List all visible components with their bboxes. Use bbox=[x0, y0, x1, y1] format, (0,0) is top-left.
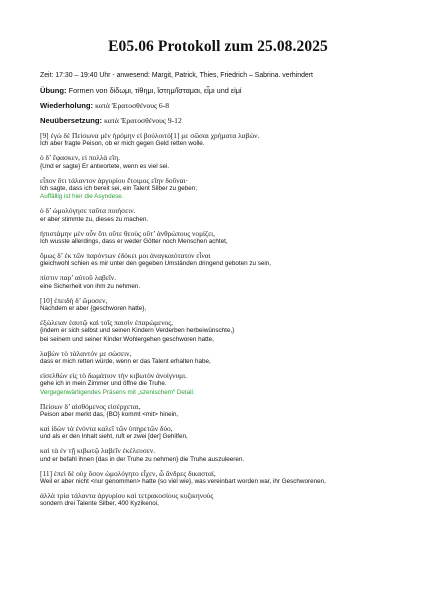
translation-line: Peison aber merkt das, {BO} kommt <mit> hinein, bbox=[40, 411, 179, 419]
neuuebersetzung-row bbox=[40, 116, 396, 126]
translation-block bbox=[40, 318, 396, 344]
commentary-note: Auffällig ist hier die Asyndese. bbox=[40, 193, 124, 201]
neuuebersetzung-text: κατὰ Ἐρατοσθένους 9-12 bbox=[104, 116, 182, 125]
greek-line: ἠπιστάμην μὲν οὖν ὅτι οὔτε θεοὺς οὔτ’ ἀνθρώπους νομίζει, bbox=[40, 228, 216, 238]
translation-line: bei seinem und seiner Kinder Wohlergehen geschworen hatte, bbox=[40, 335, 214, 343]
greek-line: καὶ ἰδὼν τὰ ἐνόντα καλεῖ τῶν ὑπηρετῶν δύο, bbox=[40, 423, 173, 433]
translation-line: gehe ich in mein Zimmer und öffne die Truhe. bbox=[40, 380, 167, 388]
greek-line: καὶ τὰ ἐν τῇ κιβωτῷ λαβεῖν ἐκέλευσεν. bbox=[40, 446, 156, 456]
translation-line: Ich aber fragte Peison, ob er mich gegen Geld retten wolle. bbox=[40, 140, 205, 148]
translation-block bbox=[40, 229, 396, 247]
greek-line: λαβών τὸ τάλαντόν με σώσειν, bbox=[40, 348, 132, 358]
translation-block bbox=[40, 371, 396, 397]
greek-line: εἶπον ὅτι τάλαντον ἀργυρίου ἕτοιμος εἴην δοῦναι· bbox=[40, 175, 188, 185]
translation-block bbox=[40, 251, 396, 269]
greek-line: ἐξώλειαν ἑαυτῷ καὶ τοῖς παισὶν ἐπαρώμενος, bbox=[40, 317, 174, 327]
translation-block bbox=[40, 176, 396, 202]
greek-line: ἀλλὰ τρία τάλαντα ἀργυρίου καὶ τετρακοσίους κυζικηνοὺς bbox=[40, 490, 214, 500]
translation-block bbox=[40, 469, 396, 487]
translation-block bbox=[40, 131, 396, 149]
translation-block bbox=[40, 273, 396, 291]
translation-line: dass er mich retten würde, wenn er das Talent erhalten habe, bbox=[40, 358, 211, 366]
greek-line: [11] ἐπεὶ δὲ οὐχ ὅσον ὡμολόγητο εἶχεν, ὦ ἄνδρες δικασταί, bbox=[40, 468, 216, 478]
translation-line: er aber stimmte zu, dieses zu machen. bbox=[40, 215, 149, 223]
greek-line: εἰσελθὼν εἰς τὸ δωμάτιον τὴν κιβωτὸν ἀνοίγνυμι. bbox=[40, 370, 187, 380]
translation-line: Nachdem er aber {geschworen hatte}, bbox=[40, 305, 147, 312]
uebung-label: Übung: bbox=[40, 86, 67, 95]
translation-block bbox=[40, 296, 396, 314]
translation-line: {Und er sagte} Er antwortete, wenn es viel sei. bbox=[40, 162, 170, 170]
wiederholung-row bbox=[40, 101, 396, 111]
greek-line: ὅμως δ’ ἐκ τῶν παρόντων ἐδόκει μοι ἀναγκαιότατον εἶναι bbox=[40, 250, 211, 260]
greek-line: Πείσων δ’ αἰσθόμενος εἰσέρχεται, bbox=[40, 401, 141, 411]
translation-block bbox=[40, 402, 396, 420]
translation-blocks bbox=[40, 131, 396, 509]
translation-block bbox=[40, 491, 396, 509]
translation-line: Ich wusste allerdings, dass er weder Götter noch Menschen achtet, bbox=[40, 238, 228, 246]
wiederholung-label: Wiederholung: bbox=[40, 101, 94, 110]
commentary-note: Vergegenwärtigendes Präsens mit „szenischem“ Detail. bbox=[40, 388, 195, 396]
translation-block bbox=[40, 349, 396, 367]
translation-line: Ich sagte, dass ich bereit sei, ein Talent Silber zu geben; bbox=[40, 185, 198, 193]
greek-line: [10] ἐπειδὴ δ’ ὤμοσεν, bbox=[40, 295, 108, 305]
translation-line: und er befahl ihnen {das in der Truhe zu nehmen} die Truhe auszuleeren. bbox=[40, 455, 245, 463]
translation-block bbox=[40, 424, 396, 442]
uebung-text: Formen von δίδωμι, τίθημι, ἵστημ/ἵσταμαι, εἶμι und εἰμί bbox=[68, 86, 242, 95]
wiederholung-text: κατὰ Ἐρατοσθένους 6-8 bbox=[95, 101, 170, 110]
translation-block bbox=[40, 153, 396, 171]
uebung-row bbox=[40, 86, 396, 96]
greek-line: ὁ δ’ ὡμολόγησε ταῦτα ποιήσειν. bbox=[40, 206, 136, 216]
translation-line: und als er den Inhalt sieht, ruft er zwei [der] Gehilfen, bbox=[40, 433, 188, 441]
neuuebersetzung-label: Neuübersetzung: bbox=[40, 116, 103, 125]
translation-line: eine Sicherheit von ihm zu nehmen. bbox=[40, 282, 141, 290]
translation-block bbox=[40, 446, 396, 464]
translation-block bbox=[40, 206, 396, 224]
greek-line: [9] ἐγὼ δὲ Πείσωνα μὲν ἠρόμην εἰ βούλοιτό[1] με σῶσαι χρήματα λαβών. bbox=[40, 131, 260, 140]
attendance-line: Zeit: 17:30 – 19:40 Uhr - anwesend: Margit, Patrick, Thies, Friedrich – Sabrina. verhindert bbox=[40, 72, 313, 79]
page-title: E05.06 Protokoll zum 25.08.2025 bbox=[108, 38, 328, 55]
translation-line: {indem er sich selbst und seinen Kindern Verderben herbeiwünschte,} bbox=[40, 327, 235, 335]
translation-line: sondern drei Talente Silber, 400 Kyzikenoi, bbox=[40, 500, 159, 508]
translation-line: Weil er aber nicht <nur genommen> hatte {so viel wie}, was vereinbart worden war, ihr Geschworenen, bbox=[40, 478, 326, 485]
greek-line: ὁ δ’ ἔφασκεν, εἰ πολλὰ εἴη. bbox=[40, 153, 120, 163]
greek-line: πίστιν παρ’ αὐτοῦ λαβεῖν. bbox=[40, 273, 117, 283]
translation-line: gleichwohl schien es mir unter den gegeben Umständen dringend geboten zu sein, bbox=[40, 260, 272, 268]
